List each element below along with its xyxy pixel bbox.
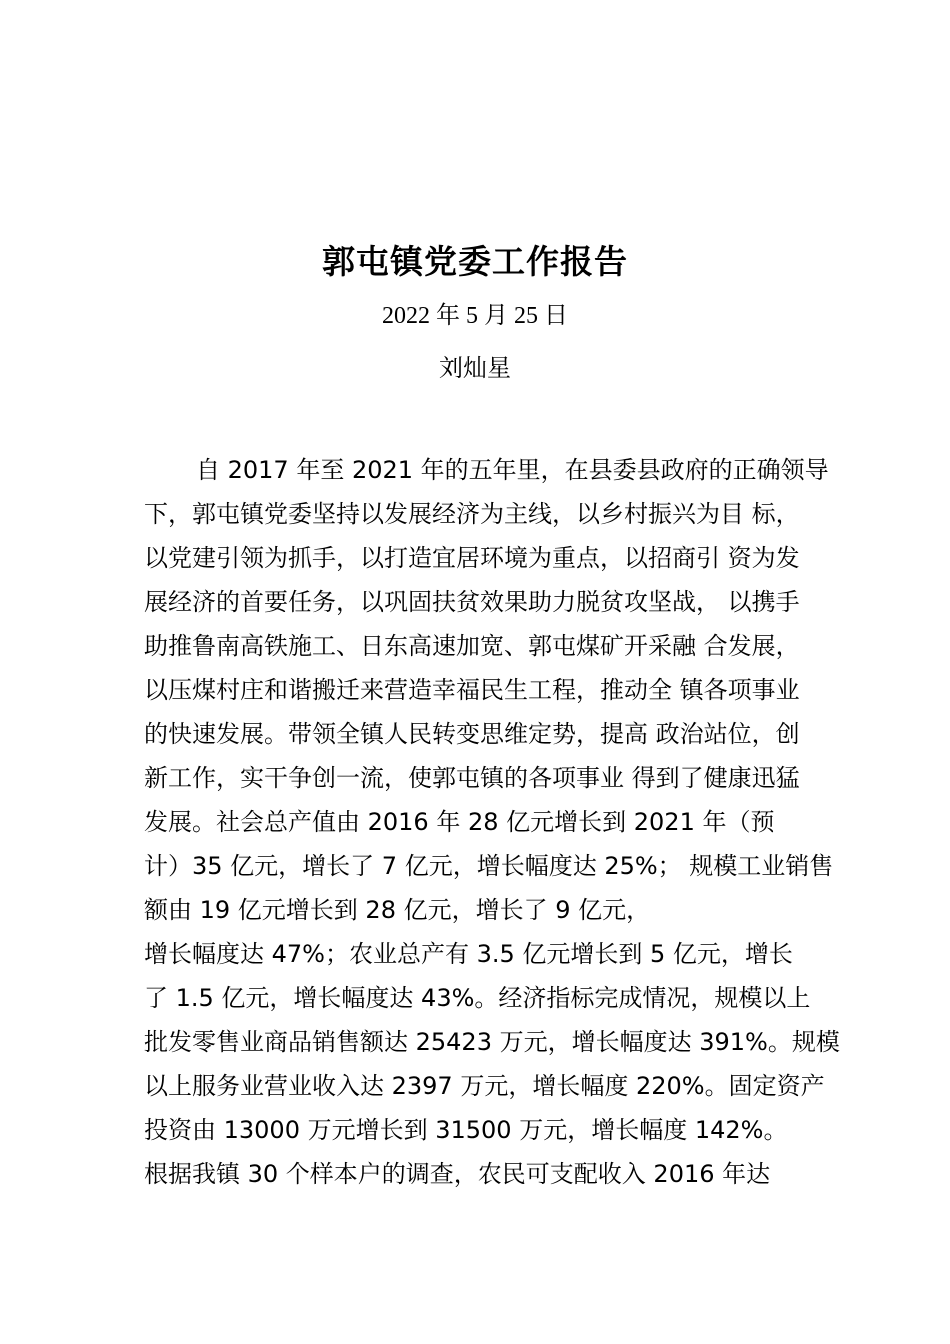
report-body	[144, 448, 840, 1196]
body-line: 了 1.5 亿元，增长幅度达 43%。经济指标完成情况，规模以上	[144, 984, 811, 1012]
body-line: 以党建引领为抓手，以打造宜居环境为重点，以招商引 资为发	[144, 544, 800, 572]
body-line: 增长幅度达 47%；农业总产有 3.5 亿元增长到 5 亿元，增长	[144, 940, 793, 968]
body-line: 助推鲁南高铁施工、日东高速加宽、郭屯煤矿开采融 合发展，	[144, 632, 800, 660]
body-line: 额由 19 亿元增长到 28 亿元，增长了 9 亿元，	[144, 896, 651, 924]
body-line: 展经济的首要任务，以巩固扶贫效果助力脱贫攻坚战， 以携手	[144, 588, 800, 616]
body-line: 的快速发展。带领全镇人民转变思维定势，提高 政治站位，创	[144, 720, 800, 748]
report-title: 郭屯镇党委工作报告	[322, 242, 628, 281]
body-line: 发展。社会总产值由 2016 年 28 亿元增长到 2021 年（预	[144, 808, 775, 836]
body-line: 计）35 亿元，增长了 7 亿元，增长幅度达 25%； 规模工业销售	[144, 852, 834, 880]
body-line: 根据我镇 30 个样本户的调查，农民可支配收入 2016 年达	[144, 1160, 771, 1188]
body-line: 批发零售业商品销售额达 25423 万元，增长幅度达 391%。规模	[144, 1028, 840, 1056]
body-line: 以压煤村庄和谐搬迁来营造幸福民生工程，推动全 镇各项事业	[144, 676, 800, 704]
body-line: 以上服务业营业收入达 2397 万元，增长幅度 220%。固定资产	[144, 1072, 825, 1100]
report-date: 2022 年 5 月 25 日	[382, 303, 568, 329]
body-line: 新工作，实干争创一流，使郭屯镇的各项事业 得到了健康迅猛	[144, 764, 800, 792]
body-line: 自 2017 年至 2021 年的五年里，在县委县政府的正确领导	[196, 456, 829, 484]
body-line: 下，郭屯镇党委坚持以发展经济为主线，以乡村振兴为目 标，	[144, 500, 800, 528]
report-author: 刘灿星	[439, 354, 511, 382]
body-line: 投资由 13000 万元增长到 31500 万元，增长幅度 142%。	[144, 1116, 788, 1144]
